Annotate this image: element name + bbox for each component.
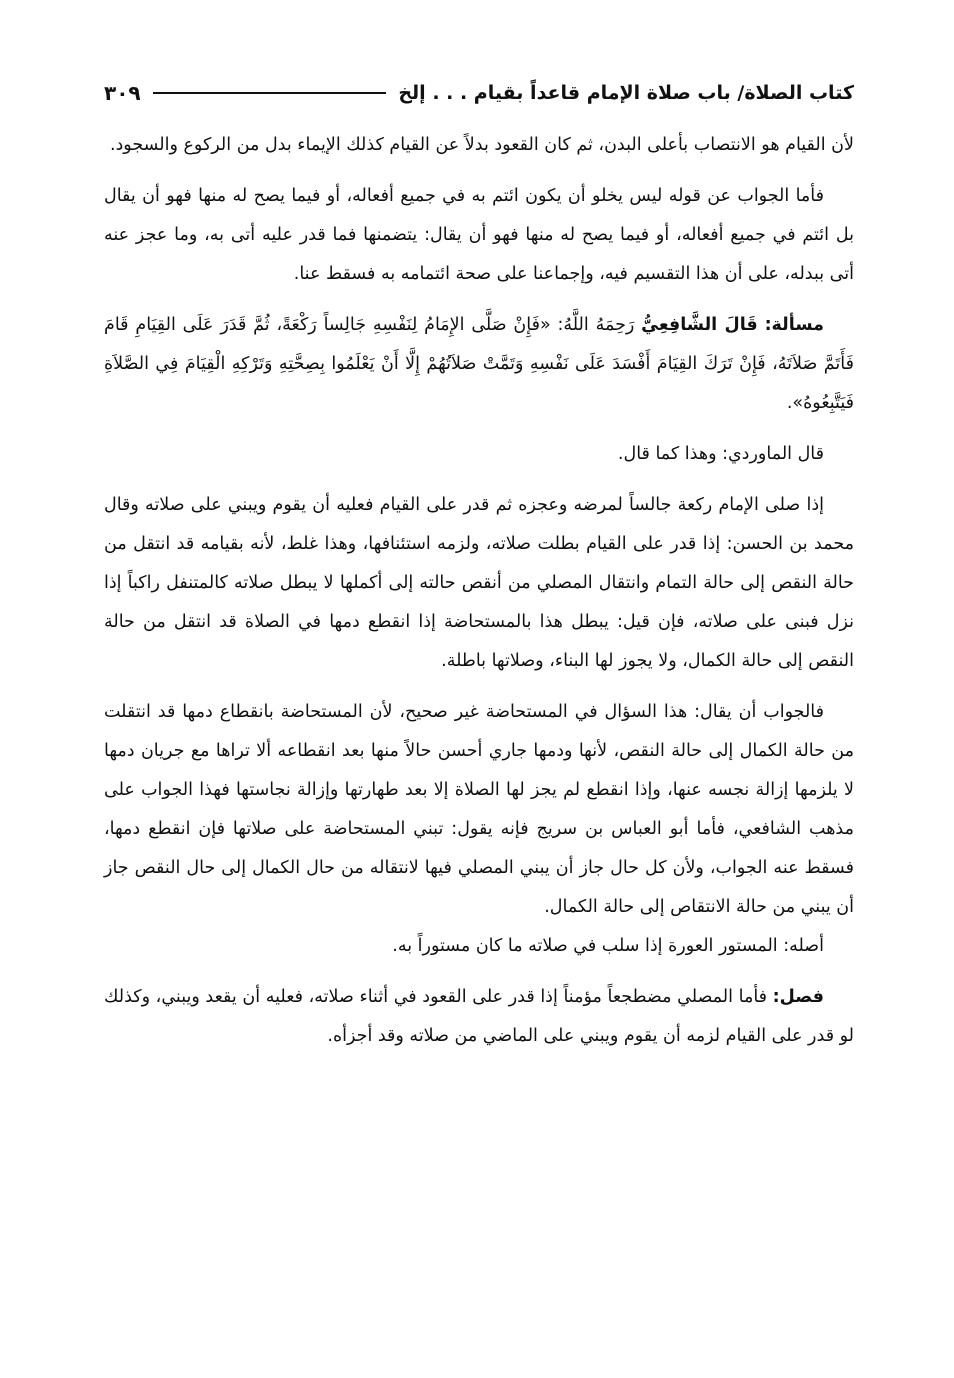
paragraph-asl [104, 927, 854, 966]
paragraph-text: فأما الجواب عن قوله ليس يخلو أن يكون ائتم به في جميع أفعاله، أو فيما يصح له منها فهو أن يقال بل ائتم في جميع أفعاله، أو فيما يصح له منها فهو أن يقال: يتضمنها فما قدر عليه أتى به، وما عجز عنه أتى ببدله، على أن هذا التقسيم فيه، وإجماعنا على صحة ائتمامه به فسقط عنا. [104, 186, 854, 284]
paragraph-gap [104, 294, 854, 306]
paragraph-masala [104, 306, 854, 423]
paragraph-text: فالجواب أن يقال: هذا السؤال في المستحاضة غير صحيح، لأن المستحاضة بانقطاع دمها قد انتقلت من حالة الكمال إلى حالة النقص، لأنها ودمها جاري أحسن حالاً منها بعد انقطاعه ألا تراها مع جريان دمها لا يلزمها إزالة نجسه عنها، وإذا انقطع لم يجز لها الصلاة إلا بعد طهارتها وإزالة نجاستها فهذا الجواب على مذهب الشافعي، فأما أبو العباس بن سريج فإنه يقول: تبني المستحاضة على صلاتها فإن انقطع دمها، فسقط عنه الجواب، ولأن كل حال جاز أن يبني المصلي فيها لانتقاله من حال الكمال إلى حال النقص جاز أن يبني من حالة الانتقاص إلى حالة الكمال. [104, 702, 854, 917]
header-rule [153, 92, 387, 94]
page-number: ٣٠٩ [104, 81, 141, 105]
masala-label: مسألة: [764, 315, 824, 335]
paragraph-text: لأن القيام هو الانتصاب بأعلى البدن، ثم كان القعود بدلاً عن القيام كذلك الإيماء بدل من الركوع والسجود. [109, 135, 854, 155]
paragraph-text: قال الماوردي: وهذا كما قال. [617, 444, 824, 464]
paragraph-imam-sitting [104, 486, 854, 681]
paragraph-mawardi [104, 435, 854, 474]
paragraph-mustahada [104, 693, 854, 927]
paragraph-answer [104, 177, 854, 294]
paragraph-text: فأما المصلي مضطجعاً مؤمناً إذا قدر على القعود في أثناء صلاته، فعليه أن يقعد ويبني، وكذلك لو قدر على القيام لزمه أن يقوم ويبني على الماضي من صلاته وقد أجزأه. [104, 987, 854, 1046]
paragraph-text: رَحِمَهُ اللَّهُ: «فَإِنْ صَلَّى الإِمَامُ لِنَفْسِهِ جَالِساً رَكْعَةً، ثُمَّ قَدَرَ عَلَى القِيَامِ قَامَ فَأَتَمَّ صَلاَتَهُ، فَإِنْ تَرَكَ القِيَامَ أَفْسَدَ عَلَى نَفْسِهِ وَتَمَّتْ صَلاَتُهُمْ إِلَّا أَنْ يَعْلَمُوا بِصِحَّتِهِ وَتَرْكِهِ الْقِيَامَ فِي الصَّلاَةِ فَيَتَّبِعُوهُ». [104, 315, 854, 413]
paragraph-text: أصله: المستور العورة إذا سلب في صلاته ما كان مستوراً به. [392, 936, 824, 956]
paragraph-gap [104, 681, 854, 693]
paragraph-text: إذا صلى الإمام ركعة جالساً لمرضه وعجزه ثم قدر على القيام فعليه أن يقوم ويبني على صلاته وقال محمد بن الحسن: إذا قدر على القيام بطلت صلاته، ولزمه استئنافها، وهذا غلط، لأنه بقيامه قد انتقل من حالة النقص إلى حالة التمام وانتقال المصلي من أنقص حالته إلى أكملها لا يبطل صلاته كالمتنفل راكباً إذا نزل فبنى على صلاته، فإن قيل: يبطل هذا بالمستحاضة إذا انقطع دمها في الصلاة قد انتقل من حالة النقص إلى حالة الكمال، ولا يجوز لها البناء، وصلاتها باطلة. [104, 495, 854, 671]
paragraph-gap [104, 165, 854, 177]
paragraph-gap [104, 423, 854, 435]
paragraph-fasl [104, 978, 854, 1056]
header-title: كتاب الصلاة/ باب صلاة الإمام قاعداً بقيام . . . إلخ [398, 82, 854, 104]
paragraph-gap [104, 474, 854, 486]
paragraph-continuation [104, 126, 854, 165]
running-header [104, 76, 854, 110]
fasl-label: فصل: [772, 987, 824, 1007]
shafii-lead: قَالَ الشَّافِعِيُّ [641, 315, 758, 335]
paragraph-gap [104, 966, 854, 978]
page-body [104, 126, 854, 1056]
